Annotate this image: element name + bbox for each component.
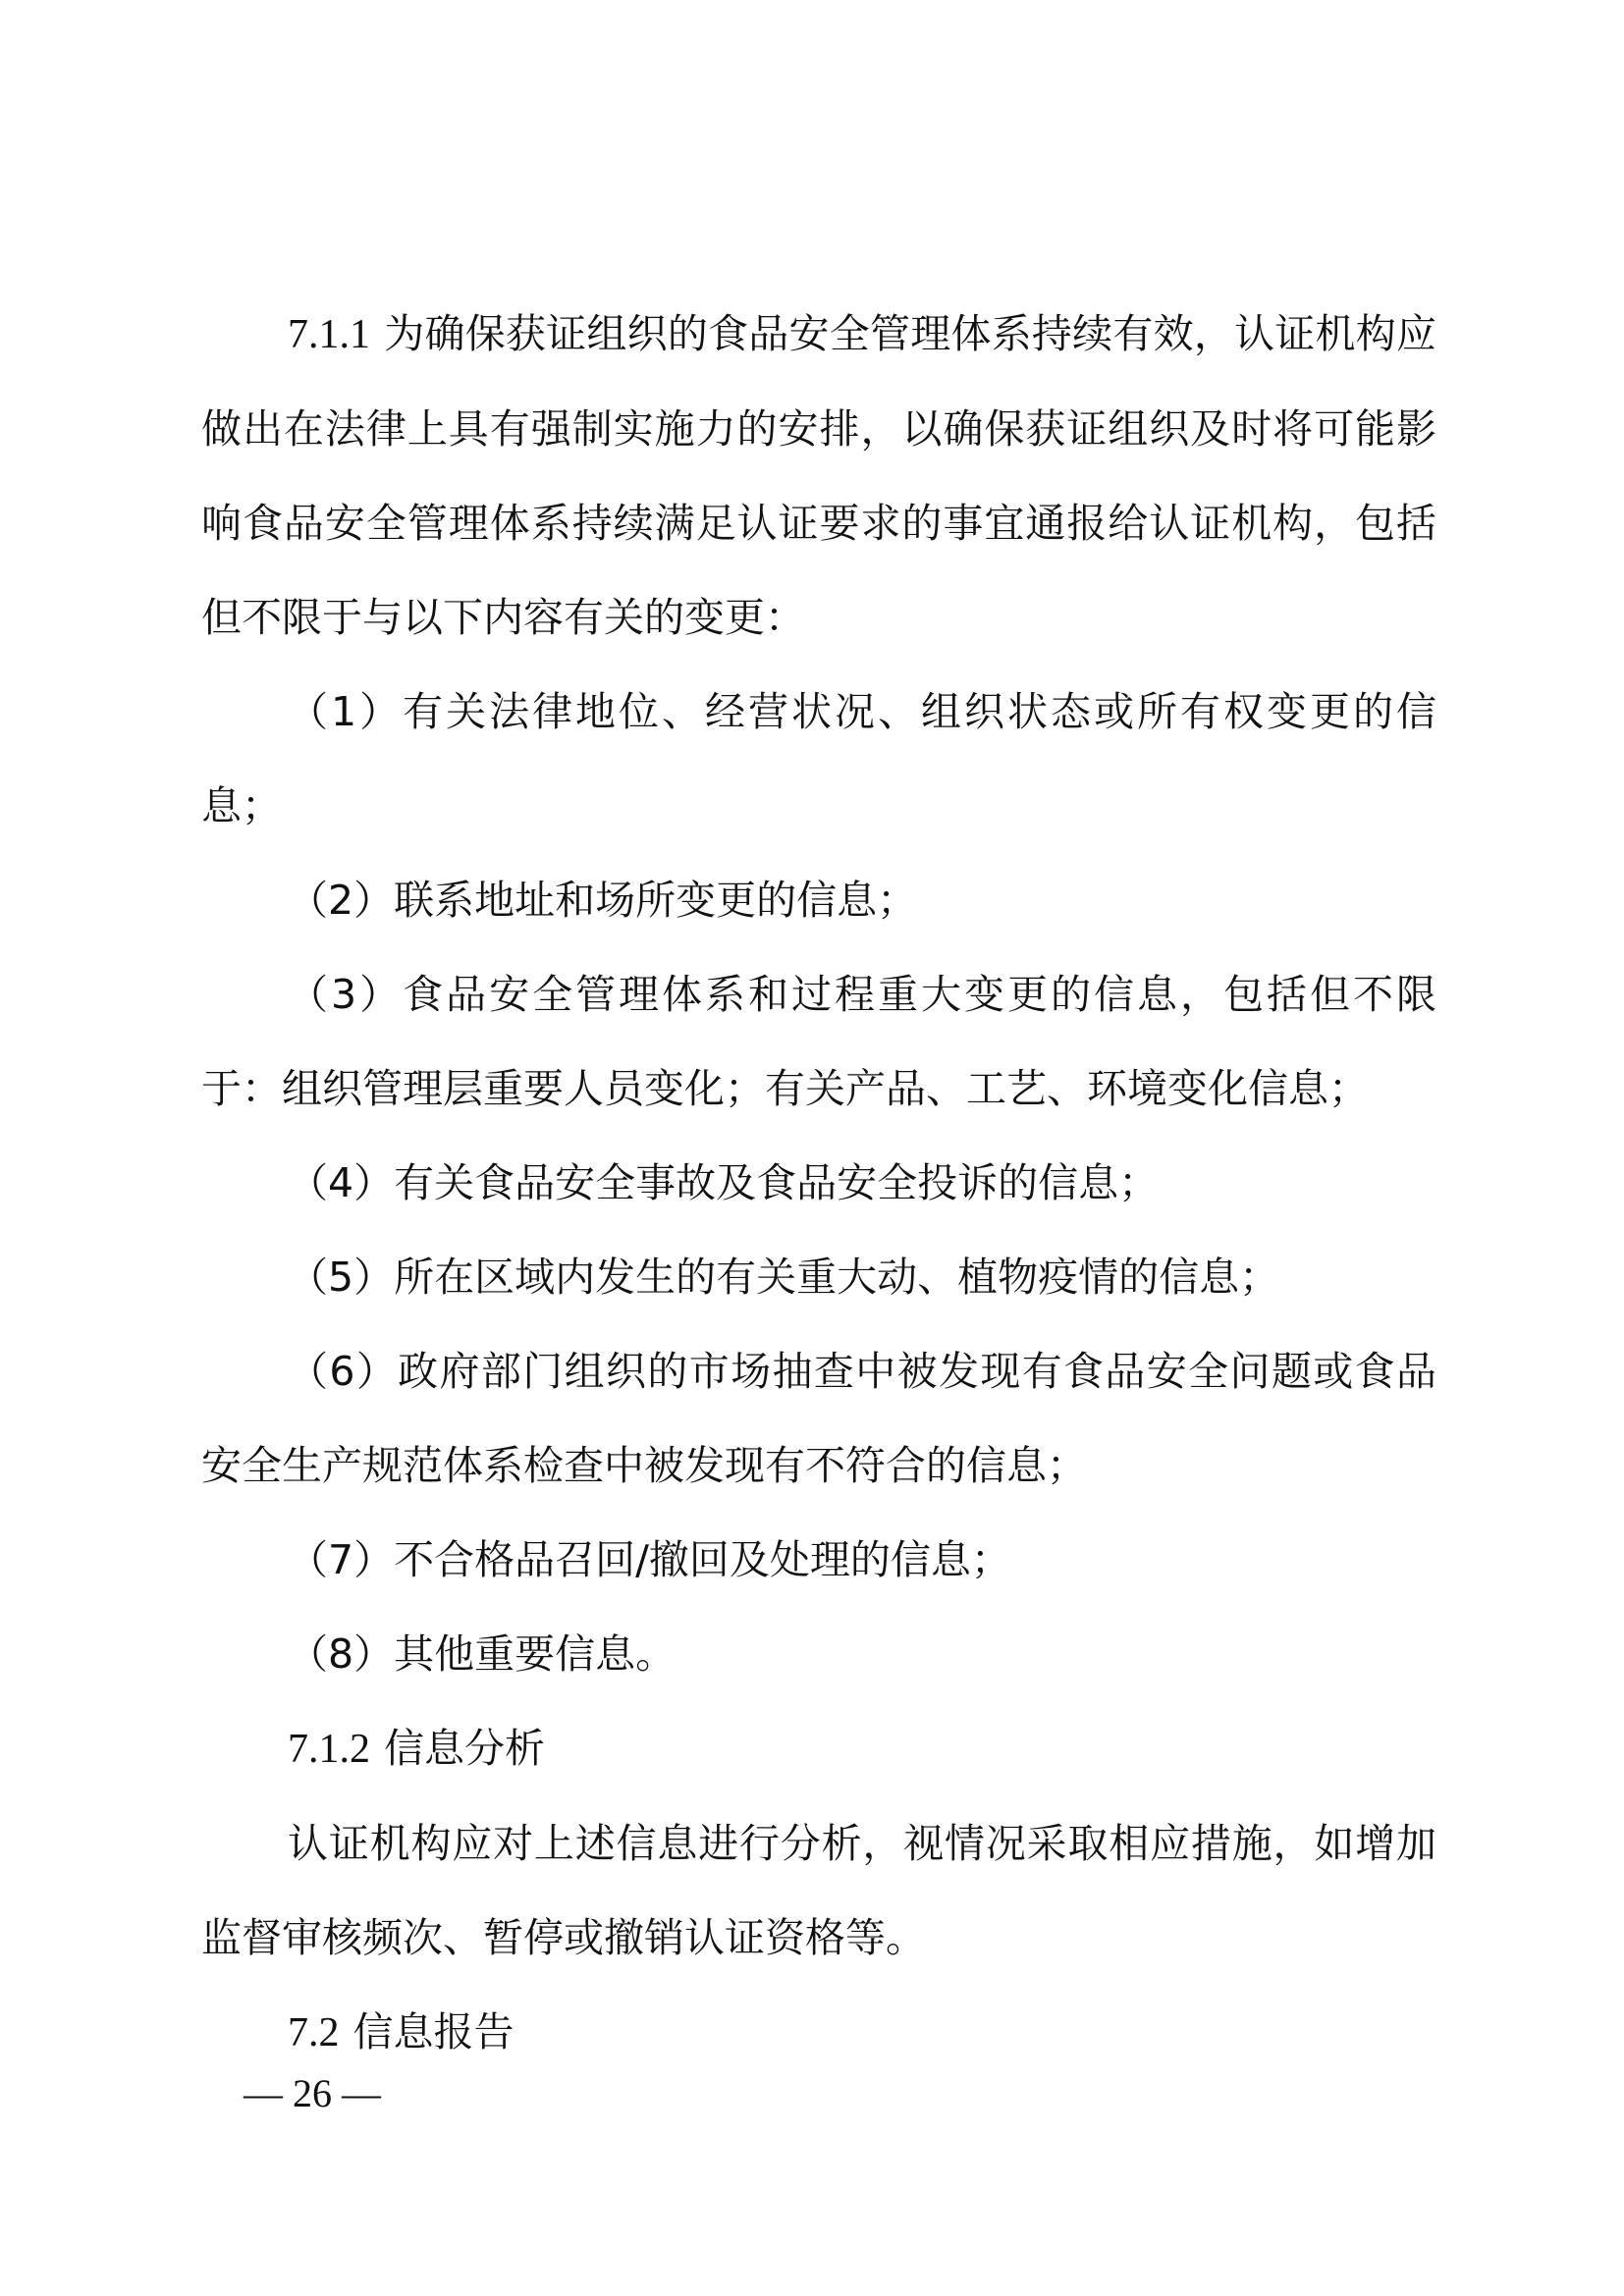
section-number: 7.1.2 — [288, 1727, 370, 1772]
list-item-text: （1）有关法律地位、经营状况、组织状态或所有权变更的信息； — [201, 688, 1436, 829]
list-item-text: （2）联系地址和场所变更的信息； — [288, 877, 918, 924]
list-item-7 — [201, 1513, 1436, 1607]
section-7-1-1-paragraph — [201, 287, 1436, 665]
section-number: 7.2 — [288, 2010, 340, 2056]
section-title: 信息分析 — [384, 1725, 545, 1772]
list-item-4 — [201, 1136, 1436, 1230]
list-item-1 — [201, 665, 1436, 853]
list-item-3 — [201, 947, 1436, 1136]
list-item-text: （4）有关食品安全事故及食品安全投诉的信息； — [288, 1159, 1160, 1206]
list-item-text: （6）政府部门组织的市场抽查中被发现有食品安全问题或食品安全生产规范体系检查中被发现有不符合的信息； — [201, 1348, 1436, 1489]
analysis-paragraph — [201, 1796, 1436, 1985]
paragraph-text: 为确保获证组织的食品安全管理体系持续有效，认证机构应做出在法律上具有强制实施力的安排，以确保获证组织及时将可能影响食品安全管理体系持续满足认证要求的事宜通报给认证机构，包括但不限于与以下内容有关的变更： — [201, 310, 1436, 641]
list-item-text: （7）不合格品召回/撤回及处理的信息； — [288, 1536, 1011, 1583]
list-item-text: （5）所在区域内发生的有关重大动、植物疫情的信息； — [288, 1254, 1280, 1301]
section-7-1-2-heading — [201, 1701, 1436, 1796]
list-item-text: （3）食品安全管理体系和过程重大变更的信息，包括但不限于：组织管理层重要人员变化；有关产品、工艺、环境变化信息； — [201, 971, 1436, 1112]
section-title: 信息报告 — [352, 2008, 514, 2056]
list-item-8 — [201, 1607, 1436, 1701]
list-item-2 — [201, 853, 1436, 947]
section-7-2-heading — [201, 1985, 1436, 2080]
section-number: 7.1.1 — [288, 312, 370, 357]
list-item-text: （8）其他重要信息。 — [288, 1630, 677, 1678]
body-text — [201, 287, 1436, 2080]
paragraph-text: 认证机构应对上述信息进行分析，视情况采取相应措施，如增加监督审核频次、暂停或撤销认证资格等。 — [201, 1820, 1436, 1961]
list-item-6 — [201, 1324, 1436, 1513]
page-number: — 26 — — [244, 2071, 381, 2115]
list-item-5 — [201, 1230, 1436, 1324]
